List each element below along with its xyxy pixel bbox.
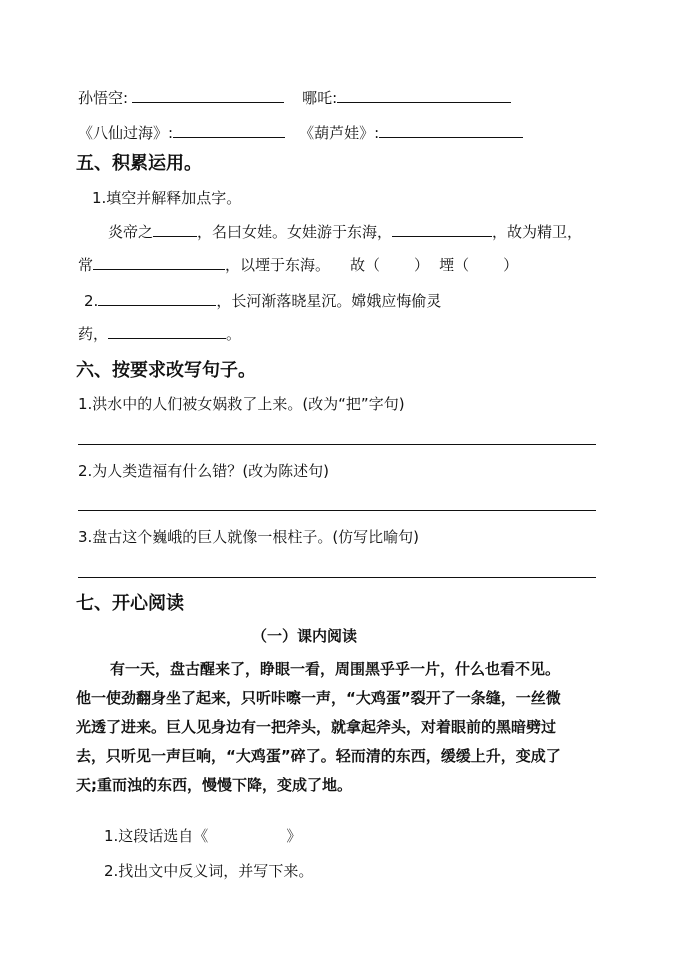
reading-question-1: 1.这段话选自《 》	[104, 827, 302, 845]
section-5-question-1: 1.填空并解释加点字。	[92, 189, 242, 207]
answer-blank-sunwukong[interactable]	[132, 88, 284, 103]
gu-explain-open: 故（	[350, 256, 381, 274]
passage-line-1: 有一天，盘古醒来了，睁眼一看，周围黑乎乎一片，什么也看不见。	[110, 660, 561, 678]
answer-line-3[interactable]	[78, 577, 596, 578]
answer-blank-yandi[interactable]	[153, 222, 197, 237]
poem-line-1: 2. ，长河渐落晓星沉。嫦娥应悔偷灵	[84, 292, 442, 310]
answer-blank-nezha[interactable]	[337, 88, 511, 103]
answer-blank-huluwa[interactable]	[379, 123, 523, 138]
answer-blank-youyudonghai[interactable]	[392, 222, 492, 237]
answer-blank-poem-1[interactable]	[98, 291, 216, 306]
passage-line-3: 光透了进来。巨人见身边有一把斧头，就拿起斧头，对着眼前的黑暗劈过	[76, 718, 557, 736]
section-6-heading: 六、按要求改写句子。	[76, 360, 256, 381]
fill-row-2	[78, 123, 523, 143]
section-6-question-1: 1.洪水中的人们被女娲救了上来。(改为“把”字句)	[78, 395, 405, 413]
section-5-heading: 五、积累运用。	[76, 153, 202, 174]
reading-passage	[76, 655, 561, 800]
section-6-question-2: 2.为人类造福有什么错？(改为陈述句)	[78, 462, 330, 480]
label-nezha: 哪吒:	[302, 89, 338, 107]
reading-subheading: （一）课内阅读	[252, 627, 358, 645]
label-sunwukong: 孙悟空:	[78, 89, 129, 107]
section-7-heading: 七、开心阅读	[76, 593, 184, 614]
passage-line-4: 去，只听见一声巨响，“大鸡蛋”碎了。轻而清的东西，缓缓上升，变成了	[76, 747, 561, 765]
classical-text-line-1: 炎帝之 ，名曰女娃。女娃游于东海， ，故为精卫，	[108, 223, 583, 241]
label-huluwa: 《葫芦娃》:	[299, 124, 380, 142]
answer-blank-poem-2[interactable]	[108, 324, 226, 339]
poem-line-2: 药， 。	[78, 325, 242, 343]
passage-line-5: 天;重而浊的东西，慢慢下降，变成了地。	[76, 776, 353, 794]
answer-blank-baxianguohai[interactable]	[173, 123, 285, 138]
classical-text-line-2: 常 ，以堙于东海。 故（ ） 堙（ ）	[78, 256, 519, 274]
answer-line-1[interactable]	[78, 444, 596, 445]
section-6-question-3: 3.盘古这个巍峨的巨人就像一根柱子。(仿写比喻句)	[78, 528, 420, 546]
yin-explain-open: 堙（	[439, 256, 470, 274]
passage-line-2: 他一使劲翻身坐了起来，只听咔嚓一声，“大鸡蛋”裂开了一条缝，一丝微	[76, 689, 561, 707]
label-baxianguohai: 《八仙过海》:	[78, 124, 174, 142]
reading-question-2: 2.找出文中反义词，并写下来。	[104, 862, 314, 880]
fill-row-1	[78, 88, 511, 108]
answer-line-2[interactable]	[78, 510, 596, 511]
answer-blank-chang[interactable]	[93, 255, 225, 270]
